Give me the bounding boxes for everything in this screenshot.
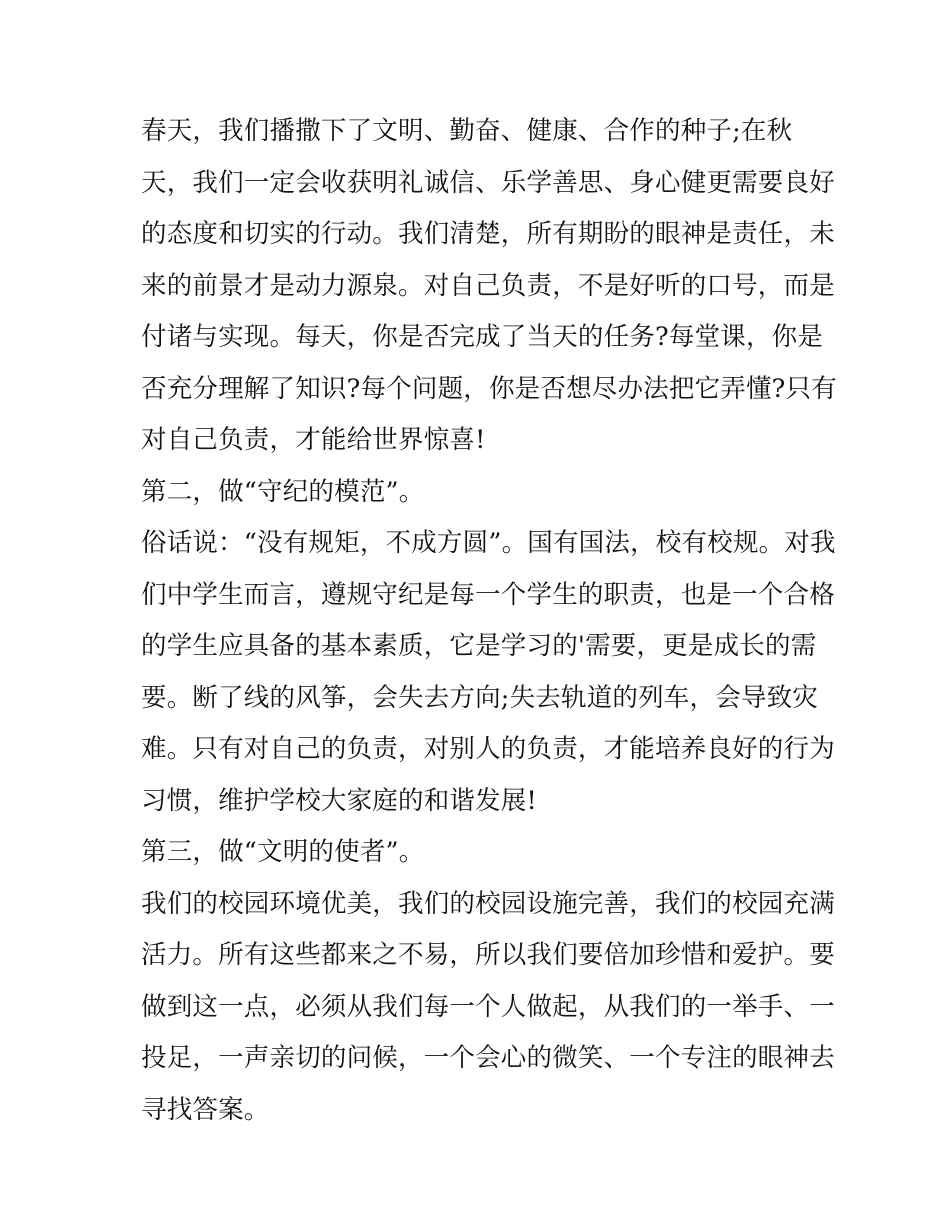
text-line: 习惯，维护学校大家庭的和谐发展! (141, 785, 537, 816)
text-line: 寻找答案。 (141, 1094, 270, 1125)
text-line: 天，我们一定会收获明礼诚信、乐学善思、身心健更需要良好 (141, 167, 835, 198)
text-line: 来的前景才是动力源泉。对自己负责，不是好听的口号，而是 (141, 270, 835, 301)
text-line: 俗话说：“没有规矩，不成方圆”。国有国法，校有校规。对我 (141, 528, 836, 558)
text-line: 们中学生而言，遵规守纪是每一个学生的职责，也是一个合格 (141, 579, 835, 610)
text-line: 的学生应具备的基本素质，它是学习的'需要，更是成长的需 (141, 631, 817, 661)
text-line: 的态度和切实的行动。我们清楚，所有期盼的眼神是责任，未 (141, 219, 835, 249)
section-heading: 第三，做“文明的使者”。 (141, 837, 425, 867)
document-body (141, 106, 837, 1136)
text-line: 对自己负责，才能给世界惊喜! (141, 425, 486, 455)
text-line: 做到这一点，必须从我们每一个人做起，从我们的一举手、一 (141, 991, 835, 1022)
text-line: 要。断了线的风筝，会失去方向;失去轨道的列车，会导致灾 (141, 682, 818, 713)
text-line: 难。只有对自己的负责，对别人的负责，才能培养良好的行为 (141, 734, 835, 764)
text-line: 活力。所有这些都来之不易，所以我们要倍加珍惜和爱护。要 (141, 940, 835, 970)
section-heading: 第二，做“守纪的模范”。 (141, 476, 425, 507)
text-line: 否充分理解了知识?每个问题，你是否想尽办法把它弄懂?只有 (141, 373, 837, 404)
text-line: 春天，我们播撒下了文明、勤奋、健康、合作的种子;在秋 (141, 116, 793, 146)
text-line: 投足，一声亲切的问候，一个会心的微笑、一个专注的眼神去 (141, 1043, 835, 1073)
text-line: 我们的校园环境优美，我们的校园设施完善，我们的校园充满 (141, 888, 835, 919)
text-line: 付诸与实现。每天，你是否完成了当天的任务?每堂课，你是 (141, 322, 824, 352)
